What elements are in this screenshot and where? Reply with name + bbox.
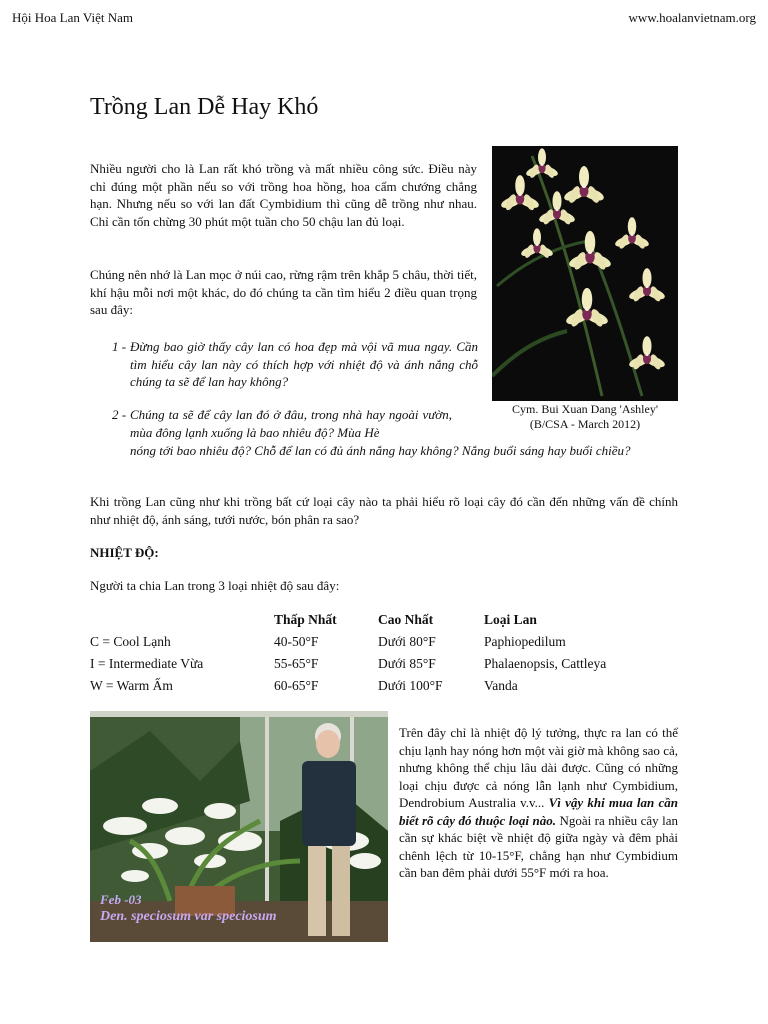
table-cell-max: Dưới 100°F bbox=[378, 678, 443, 693]
article-title: Trồng Lan Dễ Hay Khó bbox=[90, 94, 319, 120]
second-paragraph: Chúng nên nhớ là Lan mọc ở núi cao, rừng rậm trên khắp 5 châu, thời tiết, khí hậu mỗi nơi một khác, do đó chúng ta cần tìm hiểu 2 điều quan trọng sau đây: bbox=[90, 267, 477, 317]
section-heading-temperature: NHIỆT ĐỘ: bbox=[90, 545, 159, 560]
cymbidium-photo bbox=[492, 146, 678, 401]
photo-date-label: Feb -03 bbox=[100, 892, 142, 907]
site-url[interactable]: www.hoalanvietnam.org bbox=[628, 10, 756, 25]
list-item-2-number: 2 - bbox=[112, 407, 127, 422]
photo-caption bbox=[492, 402, 678, 432]
third-paragraph: Khi trồng Lan cũng như khi trồng bất cứ loại cây nào ta phải hiểu rõ loại cây đó cần đến những vấn đề chính như nhiệt độ, ánh sáng, tưới nước, bón phân ra sao? bbox=[90, 494, 678, 527]
intro-paragraph: Nhiều người cho là Lan rất khó trồng và mất nhiều công sức. Điều này chỉ đúng một phần nếu so với trồng hoa hồng, hoa cẩm chướng chẳng hạn. Nhưng nếu so với lan đất Cymbidium thì cũng dễ trồng như nhau. Chỉ cần tốn chừng 30 phút một tuần cho 50 chậu lan đủ loại. bbox=[90, 161, 477, 229]
table-header-min: Thấp Nhất bbox=[274, 612, 337, 627]
table-cell-category: W = Warm Ấm bbox=[90, 678, 173, 693]
dendrobium-photo bbox=[90, 711, 388, 942]
table-cell-type: Vanda bbox=[484, 678, 518, 693]
orchid-flowers-image bbox=[492, 146, 678, 401]
table-header-max: Cao Nhất bbox=[378, 612, 434, 627]
list-item-2-text-start: Chúng ta sẽ để cây lan đó ở đâu, trong nhà hay ngoài vườn, mùa đông lạnh xuống là bao nhiêu độ? Mùa Hè bbox=[130, 407, 452, 440]
final-paragraph bbox=[399, 724, 678, 882]
table-cell-min: 40-50°F bbox=[274, 634, 319, 649]
list-item-1 bbox=[112, 338, 478, 391]
table-cell-type: Phalaenopsis, Cattleya bbox=[484, 656, 607, 671]
final-paragraph-emphasis: Vì vậy khi mua lan cần biết rõ cây đó thuộc loại nào. bbox=[399, 795, 678, 828]
table-intro: Người ta chia Lan trong 3 loại nhiệt độ sau đây: bbox=[90, 578, 340, 593]
photo-species-label: Den. speciosum var speciosum bbox=[100, 909, 277, 924]
list-item-2-text-end: nóng tới bao nhiêu độ? Chỗ để lan có đủ ánh nắng hay không? Nắng buổi sáng hay buổi chiều? bbox=[130, 443, 631, 458]
table-cell-min: 60-65°F bbox=[274, 678, 319, 693]
table-cell-category: C = Cool Lạnh bbox=[90, 634, 171, 649]
site-name: Hội Hoa Lan Việt Nam bbox=[12, 10, 134, 25]
list-item-1-text: Đừng bao giờ thấy cây lan có hoa đẹp mà vội vã mua ngay. Cần tìm hiểu cây lan này có thích hợp với nhiệt độ và ánh nắng chỗ chúng ta sẽ để lan hay không? bbox=[130, 339, 478, 389]
table-cell-max: Dưới 85°F bbox=[378, 656, 436, 671]
table-cell-min: 55-65°F bbox=[274, 656, 319, 671]
table-header-type: Loại Lan bbox=[484, 612, 537, 627]
list-item-1-number: 1 - bbox=[112, 339, 127, 354]
final-paragraph-end: Ngoài ra nhiều cây lan cần sự khác biệt về nhiệt độ giữa ngày và đêm phải chênh lệch từ 10-15°F, chẳng hạn như Cymbidium cần ban đêm phải dưới 55°F mới ra hoa. bbox=[399, 812, 678, 880]
final-paragraph-start: Trên đây chỉ là nhiệt độ lý tưởng, thực ra lan có thể chịu lạnh hay nóng hơn một vài giờ mà không sao cả, nhưng không thể chịu lâu dài được. Cũng có những loại chịu được cả nóng lẫn lạnh như Cymbidium, Dendrobium Australia v.v... bbox=[399, 725, 678, 810]
list-item-2 bbox=[112, 406, 452, 441]
photo-caption-award: (B/CSA - March 2012) bbox=[529, 417, 641, 431]
table-cell-category: I = Intermediate Vừa bbox=[90, 656, 204, 671]
table-cell-type: Paphiopedilum bbox=[484, 634, 566, 649]
photo-caption-name: Cym. Bui Xuan Dang 'Ashley' bbox=[512, 402, 658, 416]
table-cell-max: Dưới 80°F bbox=[378, 634, 436, 649]
